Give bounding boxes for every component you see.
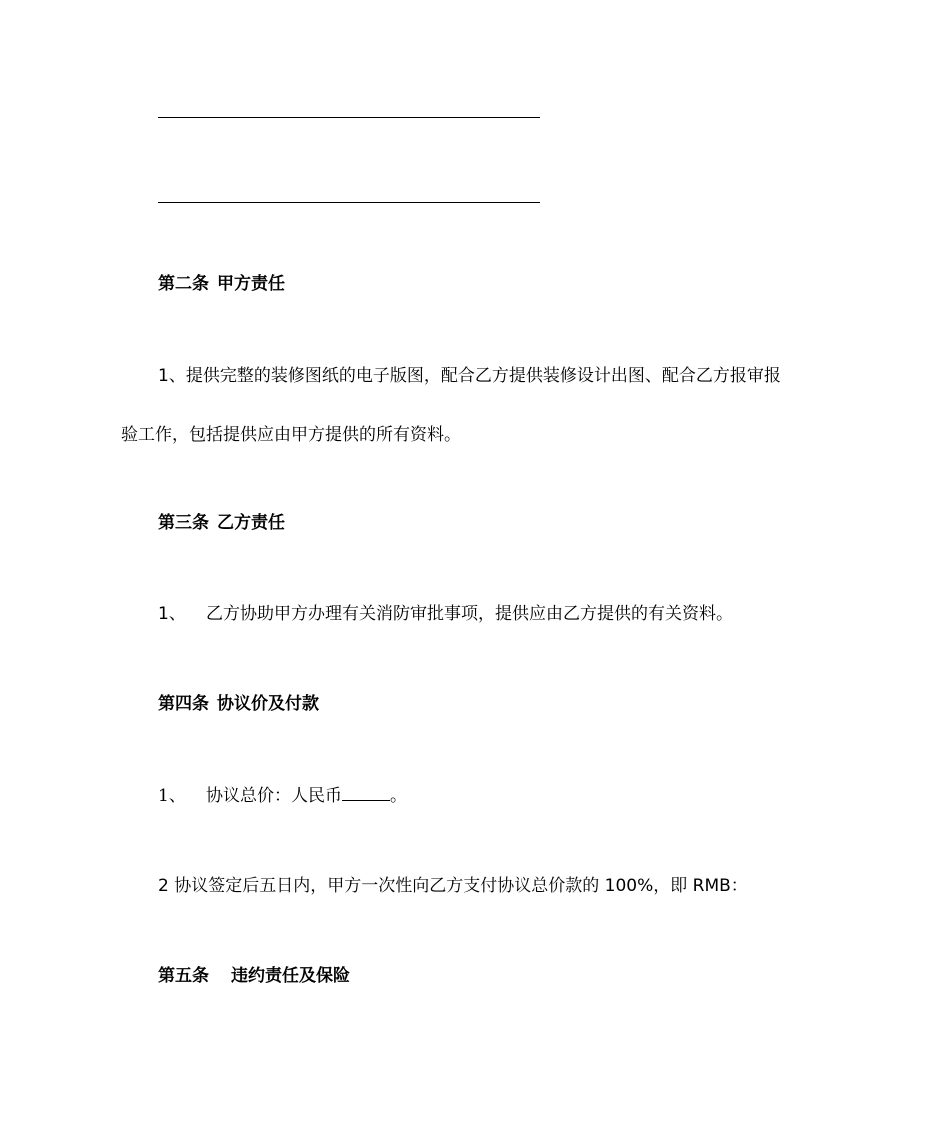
article-title: 违约责任及保险 — [231, 966, 350, 986]
article-number: 第四条 — [158, 694, 209, 714]
paragraph-line — [158, 784, 407, 808]
amount-blank — [342, 784, 390, 801]
article-title: 协议价及付款 — [217, 694, 319, 714]
article-heading — [158, 692, 319, 716]
article-title: 甲方责任 — [217, 274, 285, 294]
item-text: 协议总价：人民币 — [206, 786, 342, 806]
article-title: 乙方责任 — [217, 513, 285, 533]
item-text: 乙方协助甲方办理有关消防审批事项，提供应由乙方提供的有关资料。 — [206, 604, 733, 624]
paragraph-line: 1、提供完整的装修图纸的电子版图，配合乙方提供装修设计出图、配合乙方报审报 — [158, 366, 781, 386]
blank-underline — [158, 117, 540, 118]
article-heading — [158, 964, 350, 988]
article-heading — [158, 511, 285, 535]
item-end: 。 — [390, 786, 407, 806]
article-heading — [158, 272, 285, 296]
paragraph-line: 验工作，包括提供应由甲方提供的所有资料。 — [121, 425, 461, 445]
item-index: 1、 — [158, 604, 186, 624]
paragraph-line — [158, 602, 733, 626]
paragraph-line: 2 协议签定后五日内，甲方一次性向乙方支付协议总价款的 100%，即 RMB： — [158, 876, 748, 896]
article-number: 第二条 — [158, 274, 209, 294]
item-index: 1、 — [158, 786, 186, 806]
article-number: 第五条 — [158, 966, 209, 986]
blank-underline — [158, 202, 540, 203]
article-number: 第三条 — [158, 513, 209, 533]
